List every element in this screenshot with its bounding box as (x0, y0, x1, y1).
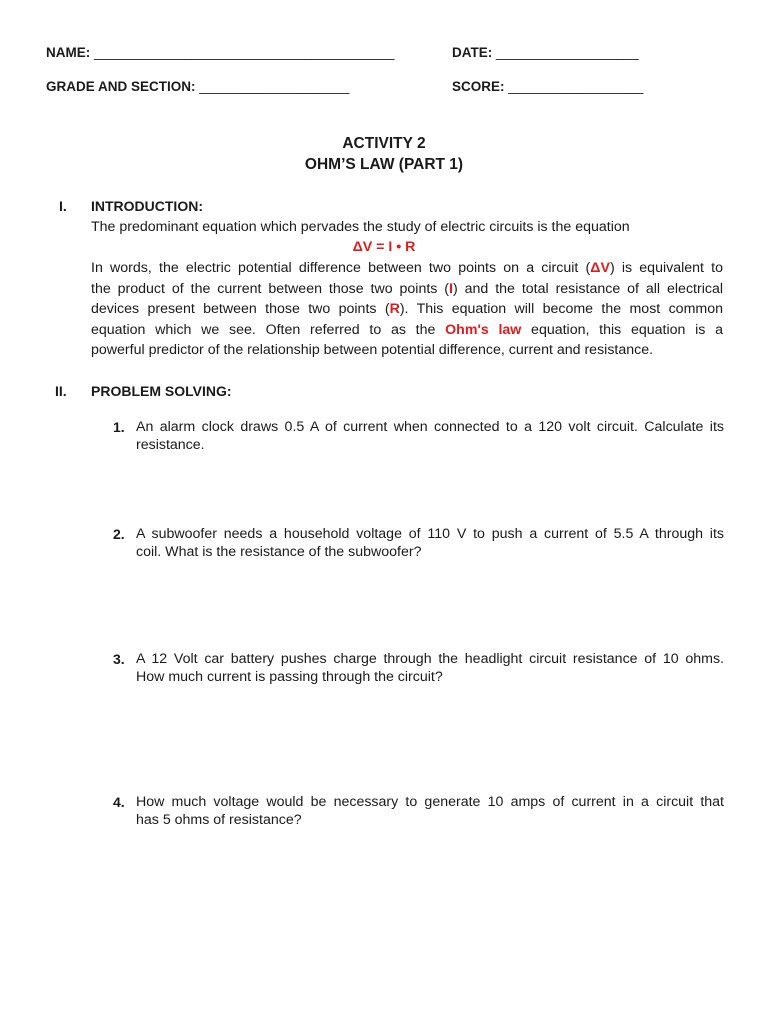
current-term: I (449, 280, 453, 297)
name-label: NAME: (46, 45, 91, 60)
activity-subtitle: OHM’S LAW (PART 1) (304, 156, 464, 173)
score-field-row (452, 79, 643, 94)
intro-line-5: powerful predictor of the relationship between potential difference, current and resistance. (91, 342, 654, 358)
resistance-term: R (389, 301, 400, 317)
section-number-intro: I. (59, 198, 67, 214)
date-label: DATE: (452, 45, 493, 60)
intro-line-3: devices present between those two points (R). This equation will become the most common (91, 301, 723, 317)
score-blank[interactable]: __________________ (508, 79, 644, 94)
question-text: A 12 Volt car battery pushes charge through the headlight circuit resistance of 10 ohms. How much current is passing through the circuit? (136, 651, 724, 685)
question-number: 3. (113, 651, 125, 667)
question-text: How much voltage would be necessary to generate 10 amps of current in a circuit that has 5 ohms of resistance? (136, 794, 724, 828)
section-number-problems: II. (55, 383, 67, 399)
question-number: 2. (113, 526, 125, 542)
date-blank[interactable]: ___________________ (496, 45, 639, 60)
question-number: 4. (113, 794, 125, 810)
intro-line-1: In words, the electric potential difference between two points on a circuit (ΔV) is equivalent to (91, 260, 723, 276)
intro-line-4: equation which we see. Often referred to as the Ohm's law equation, this equation is a (91, 321, 723, 338)
date-field-row (452, 45, 639, 60)
activity-title: ACTIVITY 2 (342, 135, 426, 152)
grade-label: GRADE AND SECTION: (46, 79, 196, 94)
name-field-row (46, 45, 394, 60)
question-number: 1. (113, 419, 125, 435)
intro-lead-text: The predominant equation which pervades the study of electric circuits is the equation (91, 219, 630, 235)
question-text: An alarm clock draws 0.5 A of current when connected to a 120 volt circuit. Calculate its resistance. (136, 419, 724, 453)
intro-line-2: the product of the current between those two points (I) and the total resistance of all electrical (91, 280, 723, 297)
grade-field-row (46, 79, 349, 94)
section-heading-problems: PROBLEM SOLVING: (91, 383, 232, 399)
ohms-law-equation: ΔV = I • R (352, 239, 416, 255)
delta-v-term: ΔV (590, 260, 610, 276)
grade-blank[interactable]: ____________________ (199, 79, 350, 94)
ohms-law-term: Ohm's law (445, 321, 522, 338)
score-label: SCORE: (452, 79, 505, 94)
section-heading-intro: INTRODUCTION: (91, 198, 203, 214)
question-text: A subwoofer needs a household voltage of 110 V to push a current of 5.5 A through its coil. What is the resistance of the subwoofer? (136, 526, 724, 560)
intro-paragraph (91, 258, 723, 361)
name-blank[interactable]: ________________________________________ (94, 45, 395, 60)
